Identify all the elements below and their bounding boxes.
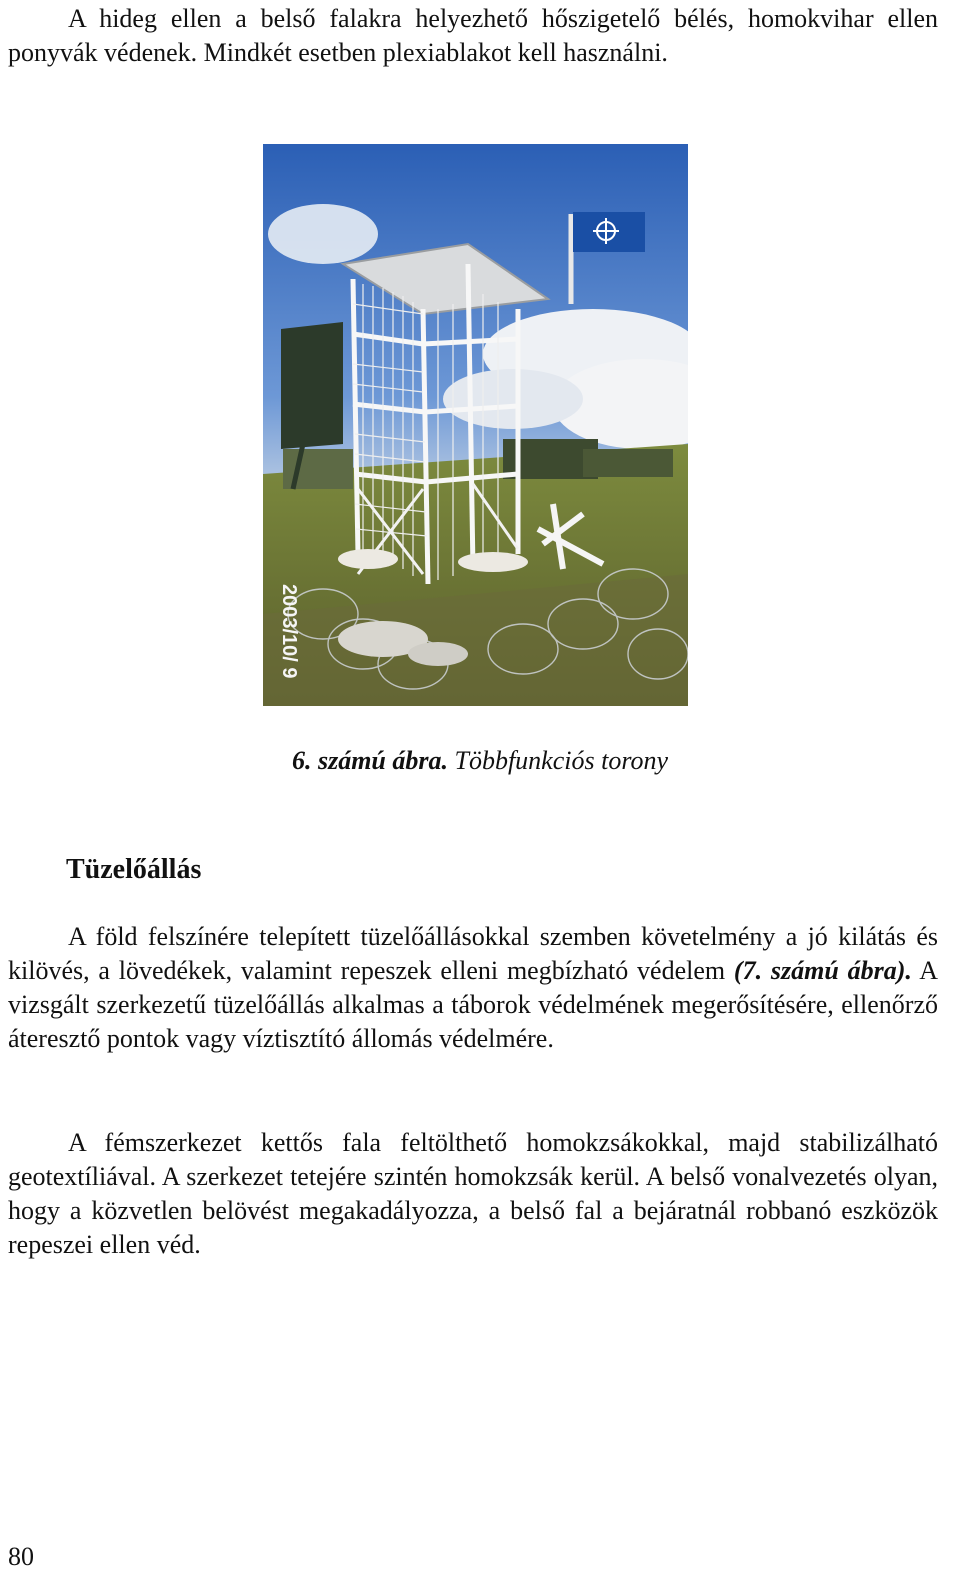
- figure-number: 6. számú ábra.: [291, 746, 448, 775]
- section-heading: Tüzelőállás: [66, 854, 202, 885]
- photo-date-stamp: 2003/10/ 9: [278, 584, 300, 679]
- paragraph-text-continued: A vizsgált szerkezetű tüzelőállás alkalmas a táborok védelmének megerősítésére, ellenőrző áteresztő pontok vagy víztisztító állomás védelmére.: [8, 956, 938, 1053]
- figure-title: Többfunkciós torony: [454, 746, 669, 775]
- figure-photo-multifunction-tower: [263, 144, 688, 706]
- figure-reference: (7. számú ábra).: [733, 956, 912, 985]
- paragraph-structure: A fémszerkezet kettős fala feltölthető homokzsákokkal, majd stabilizálható geotextíliával. A szerkezet tetejére szintén homokzsák kerül. A belső vonalvezetés olyan, hogy a közvetlen belövést megakadályozza, a belső fal a bejáratnál robbanó eszközök repeszei ellen véd.: [8, 1128, 938, 1259]
- paragraph-firing-position: [8, 920, 938, 1056]
- paragraph-text: A föld felszínére telepített tüzelőállásokkal szemben követelmény a jó kilátás és kilövés, a lövedékek, valamint repeszek elleni megbízható védelem: [8, 922, 938, 985]
- figure-caption: [0, 744, 960, 778]
- page-number: 80: [8, 1542, 34, 1571]
- intro-paragraph: A hideg ellen a belső falakra helyezhető hőszigetelő bélés, homokvihar ellen ponyvák védenek. Mindkét esetben plexiablakot kell használni.: [8, 4, 938, 67]
